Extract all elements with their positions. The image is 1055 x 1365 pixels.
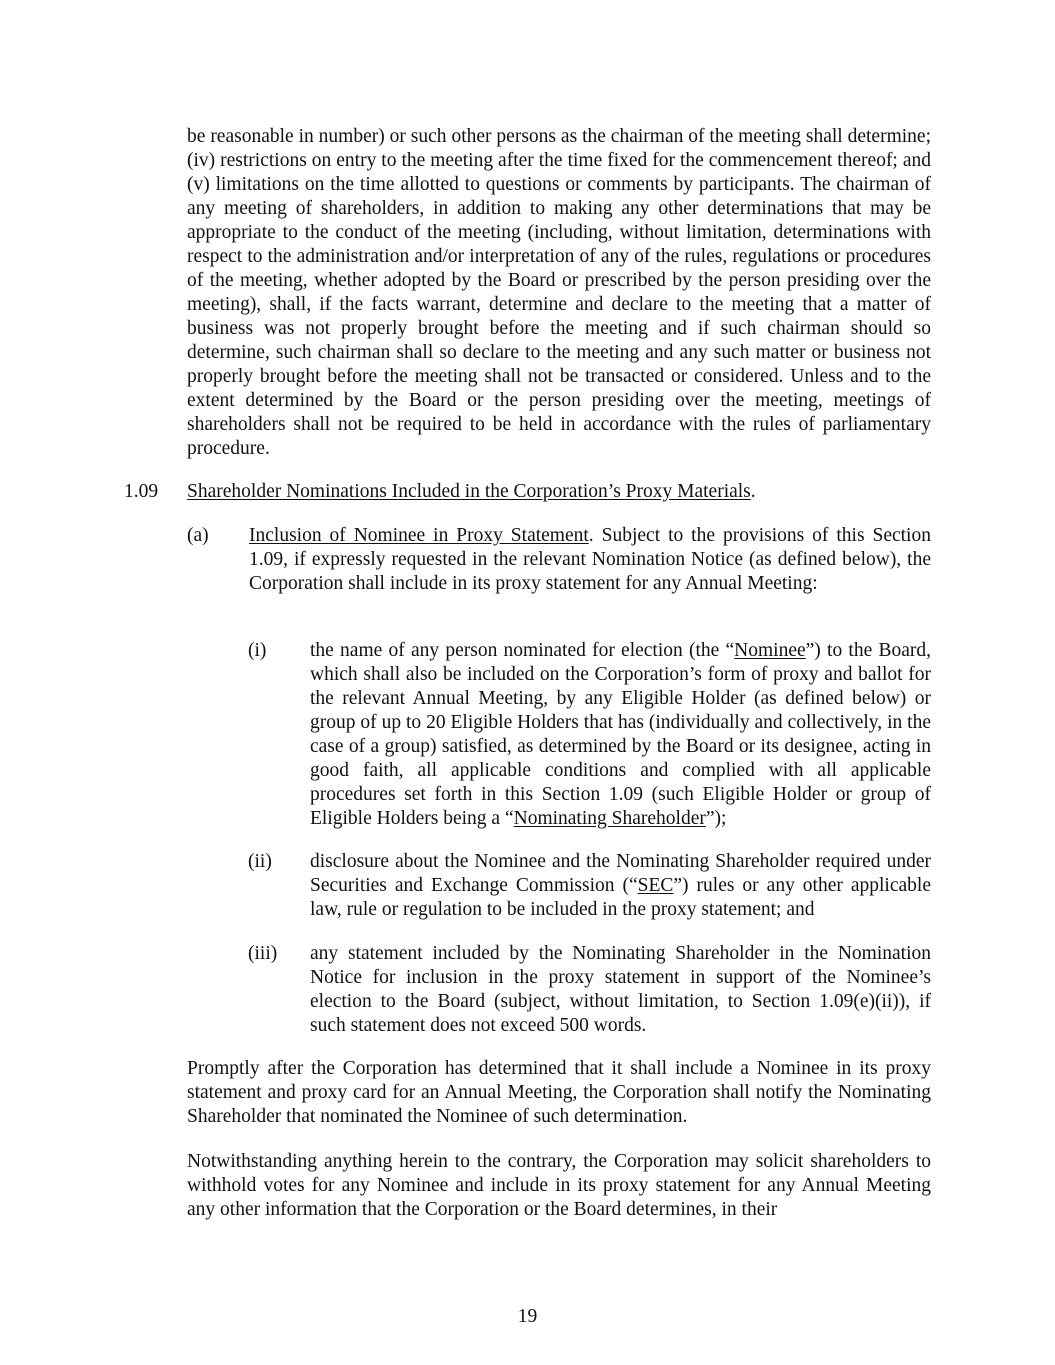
sub-item-i-text-1: the name of any person nominated for election (the “ [310,640,735,661]
sub-item-i-label: (i) [248,640,267,661]
sub-item-i-text-3: ”); [705,808,727,829]
sub-item-iii-body: any statement included by the Nominating Shareholder in the Nomination Notice for inclusion in the proxy statement in support of the Nominee’s election to the Board (subject, without limitation, to Section 1.09(e)(ii)), if such statement does not exceed 500 words. [310,943,931,1036]
item-a-heading: Inclusion of Nominee in Proxy Statement [249,525,589,546]
paragraph-notwithstanding: Notwithstanding anything herein to the contrary, the Corporation may solicit shareholders to withhold votes for any Nominee and include in its proxy statement for any Annual Meeting any other information that the Corporation or the Board determines, in their [187,1151,931,1220]
item-a-text: . Subject to the provisions of this Section 1.09, if expressly requested in the relevant Nomination Notice (as defined below), the Corporation shall include in its proxy statement for any Annual Meeting: [249,525,931,594]
sub-item-ii-text-1: disclosure about the Nominee and the Nominating Shareholder required under Securities and Exchange Commission (“ [310,851,931,896]
sub-item-i-body [310,639,931,831]
section-number: 1.09 [124,481,159,502]
sub-item-ii-text-2: ”) rules or any other applicable law, rule or regulation to be included in the proxy statement; and [310,875,931,920]
sub-item-ii-label: (ii) [248,851,272,872]
sec-term: SEC [637,875,674,896]
section-title: Shareholder Nominations Included in the Corporation’s Proxy Materials [187,481,751,502]
paragraph-promptly: Promptly after the Corporation has determined that it shall include a Nominee in its proxy statement and proxy card for an Annual Meeting, the Corporation shall notify the Nominating Shareholder that nominated the Nominee of such determination. [187,1058,931,1127]
nominee-term: Nominee [734,640,806,661]
section-title-period: . [750,481,756,502]
page-number: 19 [517,1306,538,1327]
nominating-shareholder-term: Nominating Shareholder [513,808,706,829]
section-title-wrap [187,480,756,504]
sub-item-i-text-2: ”) to the Board, which shall also be included on the Corporation’s form of proxy and ballot for the relevant Annual Meeting, by any Eligible Holder (as defined below) or group of up to 20 Eligible Holders that has (individually and collectively, in the case of a group) satisfied, as determined by the Board or its designee, acting in good faith, all applicable conditions and complied with all applicable procedures set forth in this Section 1.09 (such Eligible Holder or group of Eligible Holders being a “ [310,640,931,829]
sub-item-ii-body [310,850,931,922]
sub-item-iii-label: (iii) [248,943,278,964]
top-paragraph: be reasonable in number) or such other persons as the chairman of the meeting shall determine; (iv) restrictions on entry to the meeting after the time fixed for the commencement thereof; and (v) limitations on the time allotted to questions or comments by participants. The chairman of any meeting of shareholders, in addition to making any other determinations that may be appropriate to the conduct of the meeting (including, without limitation, determinations with respect to the administration and/or interpretation of any of the rules, regulations or procedures of the meeting, whether adopted by the Board or prescribed by the person presiding over the meeting), shall, if the facts warrant, determine and declare to the meeting that a matter of business was not properly brought before the meeting and if such chairman should so determine, such chairman shall so declare to the meeting and any such matter or business not properly brought before the meeting shall not be transacted or considered. Unless and to the extent determined by the Board or the person presiding over the meeting, meetings of shareholders shall not be required to be held in accordance with the rules of parliamentary procedure. [187,126,931,459]
item-a-body [249,524,931,596]
item-a-label: (a) [187,525,209,546]
